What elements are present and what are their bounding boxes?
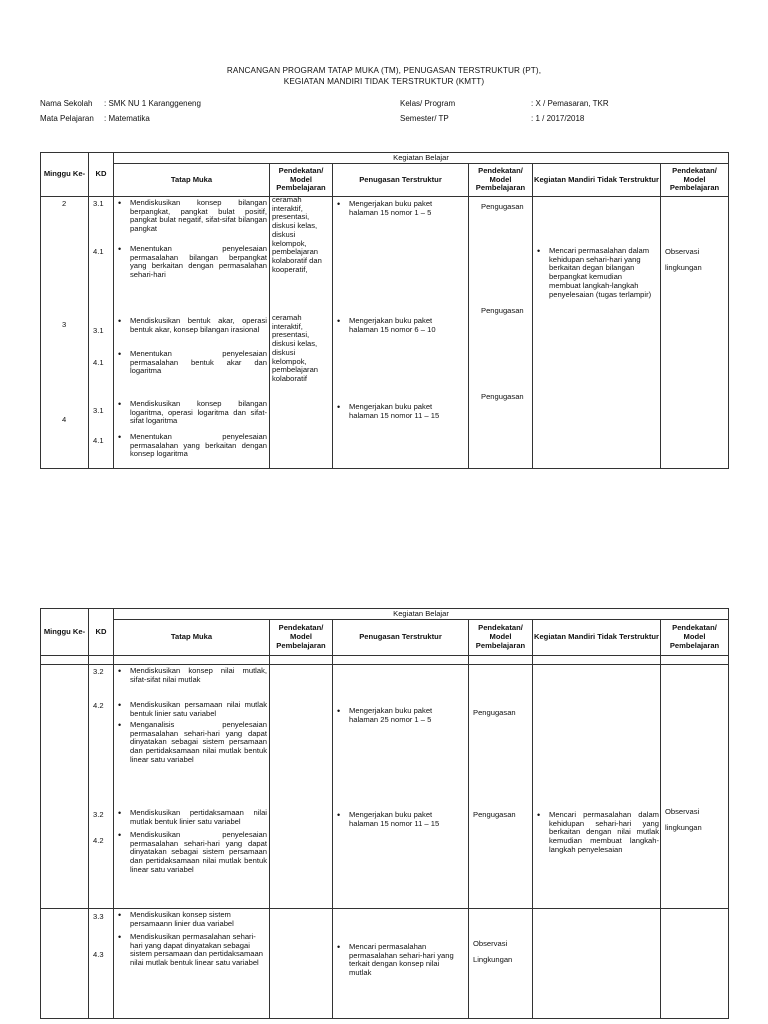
tm-activity: • Mendiskusikan bentuk akar, operasi bentuk akar, konsep bilangan irasional bbox=[116, 317, 267, 334]
header-pendekatan-pt: Pendekatan/ Model Pembelajaran bbox=[469, 164, 533, 197]
tm-activity: • Menganalisis penyelesaian permasalahan sehari-hari yang dapat dinyatakan sebagai sistem persamaan dan pertidaksamaan nilai mutlak bentuk linear satu variabel bbox=[116, 721, 267, 765]
semester-label: Semester/ TP bbox=[400, 114, 449, 123]
pendekatan-tm-cell bbox=[270, 909, 333, 1019]
tm-activity: • Menentukan penyelesaian permasalahan bilangan berpangkat yang berkaitan dengan permasalahan sehari-hari bbox=[116, 245, 267, 280]
kd-code: 4.1 bbox=[93, 436, 104, 445]
pt-task: • Mengerjakan buku paket halaman 15 nomor 1 – 5 bbox=[335, 200, 455, 217]
kmtt-task: • Mencari permasalahan dalam kehidupan sehari-hari yang berkaitan degan bilangan berpangkat kemudian membuat langkah-langkah penyelesaian (tugas terlampir) bbox=[535, 247, 655, 299]
spacer-cell bbox=[333, 656, 469, 665]
pendekatan-kmtt-cell bbox=[661, 909, 729, 1019]
penugasan-cell bbox=[333, 909, 469, 1019]
week-cell bbox=[41, 197, 89, 469]
header-kd: KD bbox=[89, 153, 114, 197]
tm-activity: • Mendiskusikan pertidaksamaan nilai mutlak bentuk linier satu variabel bbox=[116, 809, 267, 826]
kd-code: 3.1 bbox=[93, 199, 104, 208]
header-penugasan: Penugasan Terstruktur bbox=[333, 620, 469, 656]
penugasan-cell bbox=[333, 197, 469, 469]
tm-activity: • Menentukan penyelesaian permasalahan yang berkaitan dengan konsep logaritma bbox=[116, 433, 267, 459]
tm-activity: • Mendiskusikan permasalahan sehari-hari yang dapat dinyatakan sebagai sistem persamaan dan pertidaksamaan nilai mutlak bentuk linear satu variabel bbox=[116, 933, 267, 968]
spacer-cell bbox=[469, 656, 533, 665]
school-label: Nama Sekolah bbox=[40, 99, 93, 108]
tm-activity: • Mendiskusikan penyelesaian permasalahan sehari-hari yang dapat dinyatakan sebagai sistem persamaan dan pertidaksamaan nilai mutlak bentuk linear satu variabel bbox=[116, 831, 267, 875]
tm-activity: • Mendiskusikan konsep sistem persamaann linier dua variabel bbox=[116, 911, 267, 928]
plan-table-1 bbox=[40, 152, 729, 469]
pt-task: • Mengerjakan buku paket halaman 15 nomor 11 – 15 bbox=[335, 403, 455, 420]
pendekatan-kmtt-cell bbox=[661, 665, 729, 909]
pendekatan-tm-cell bbox=[270, 665, 333, 909]
mandiri-cell bbox=[533, 665, 661, 909]
tm-activity: • Menentukan penyelesaian permasalahan bentuk akar dan logaritma bbox=[116, 350, 267, 376]
kd-cell bbox=[89, 909, 114, 1019]
header-pendekatan-kmtt: Pendekatan/ Model Pembelajaran bbox=[661, 620, 729, 656]
spacer-cell bbox=[114, 656, 270, 665]
header-minggu: Minggu Ke- bbox=[41, 153, 89, 197]
penugasan-cell bbox=[333, 665, 469, 909]
class-value: : X / Pemasaran, TKR bbox=[531, 99, 609, 108]
kmtt-task: • Mencari permasalahan dalam kehidupan sehari-hari yang berkaitan dengan nilai mutlak kemudian membuat langkah-langkah penyelesaian bbox=[535, 811, 659, 855]
spacer-cell bbox=[661, 656, 729, 665]
header-kd: KD bbox=[89, 609, 114, 656]
kd-code: 4.3 bbox=[93, 950, 104, 959]
pendekatan-kmtt-text: Observasi bbox=[665, 807, 700, 816]
kd-code: 4.2 bbox=[93, 701, 104, 710]
header-kegiatan-belajar: Kegiatan Belajar bbox=[114, 609, 729, 620]
pt-task: • Mengerjakan buku paket halaman 15 nomor 11 – 15 bbox=[335, 811, 455, 828]
pendekatan-pt-text: Observasi bbox=[473, 939, 508, 948]
tm-activity: • Mendiskusikan konsep nilai mutlak, sifat-sifat nilai mutlak bbox=[116, 667, 267, 684]
semester-value: : 1 / 2017/2018 bbox=[531, 114, 585, 123]
tatap-muka-cell bbox=[114, 197, 270, 469]
pendekatan-kmtt-text: lingkungan bbox=[665, 263, 702, 272]
pt-task: • Mengerjakan buku paket halaman 15 nomor 6 – 10 bbox=[335, 317, 455, 334]
pendekatan-kmtt-text: lingkungan bbox=[665, 823, 702, 832]
document-title-line-1: RANCANGAN PROGRAM TATAP MUKA (TM), PENUGASAN TERSTRUKTUR (PT), bbox=[226, 66, 542, 75]
week-number: 4 bbox=[62, 415, 67, 424]
kd-code: 3.2 bbox=[93, 810, 104, 819]
pendekatan-kmtt-cell bbox=[661, 197, 729, 469]
week-number: 2 bbox=[62, 199, 67, 208]
tm-activity: • Mendiskusikan persamaan nilai mutlak bentuk linier satu variabel bbox=[116, 701, 267, 718]
school-value: : SMK NU 1 Karanggeneng bbox=[104, 99, 201, 108]
pendekatan-tm-text: ceramah interaktif, presentasi, diskusi kelas, diskusi kelompok, pembelajaran kolaboratif bbox=[272, 313, 319, 384]
header-mandiri: Kegiatan Mandiri Tidak Terstruktur bbox=[533, 164, 661, 197]
week-cell bbox=[41, 665, 89, 909]
header-pendekatan-tm: Pendekatan/ Model Pembelajaran bbox=[270, 620, 333, 656]
pendekatan-tm-text: ceramah interaktif, presentasi, diskusi kelas, diskusi kelompok, pembelajaran kolaboratif dan kooperatif, bbox=[272, 195, 322, 274]
tatap-muka-cell bbox=[114, 665, 270, 909]
subject-label: Mata Pelajaran bbox=[40, 114, 94, 123]
spacer-cell bbox=[270, 656, 333, 665]
plan-table-2 bbox=[40, 608, 729, 1019]
pendekatan-tm-cell bbox=[270, 197, 333, 469]
tm-activity: • Mendiskusikan konsep bilangan berpangkat, pangkat bulat positif, pangkat bulat negatif, sifat-sifat bilangan pangkat bbox=[116, 199, 267, 234]
header-tatap-muka: Tatap Muka bbox=[114, 620, 270, 656]
mandiri-cell bbox=[533, 909, 661, 1019]
spacer-cell bbox=[533, 656, 661, 665]
pt-task: • Mencari permasalahan permasalahan sehari-hari yang terkait dengan konsep nilai mutlak bbox=[335, 943, 463, 978]
week-number: 3 bbox=[62, 320, 67, 329]
pt-task: • Mengerjakan buku paket halaman 25 nomor 1 – 5 bbox=[335, 707, 455, 724]
kd-cell bbox=[89, 197, 114, 469]
tm-activity: • Mendiskusikan konsep bilangan logaritma, operasi logaritma dan sifat-sifat logaritma bbox=[116, 400, 267, 426]
pendekatan-pt-cell bbox=[469, 909, 533, 1019]
kd-cell bbox=[89, 665, 114, 909]
pendekatan-pt-text: Pengugasan bbox=[481, 306, 524, 315]
kd-code: 3.1 bbox=[93, 326, 104, 335]
kd-code: 3.2 bbox=[93, 667, 104, 676]
pendekatan-pt-cell bbox=[469, 197, 533, 469]
header-pendekatan-tm: Pendekatan/ Model Pembelajaran bbox=[270, 164, 333, 197]
kd-code: 4.1 bbox=[93, 247, 104, 256]
pendekatan-pt-text: Pengugasan bbox=[473, 810, 516, 819]
spacer-cell bbox=[89, 656, 114, 665]
pendekatan-pt-text: Pengugasan bbox=[481, 392, 524, 401]
kd-code: 3.1 bbox=[93, 406, 104, 415]
kd-code: 4.2 bbox=[93, 836, 104, 845]
pendekatan-pt-text: Pengugasan bbox=[473, 708, 516, 717]
subject-value: : Matematika bbox=[104, 114, 150, 123]
kd-code: 3.3 bbox=[93, 912, 104, 921]
class-label: Kelas/ Program bbox=[400, 99, 456, 108]
header-pendekatan-kmtt: Pendekatan/ Model Pembelajaran bbox=[661, 164, 729, 197]
header-mandiri: Kegiatan Mandiri Tidak Terstruktur bbox=[533, 620, 661, 656]
pendekatan-pt-text: Pengugasan bbox=[481, 202, 524, 211]
spacer-cell bbox=[41, 656, 89, 665]
header-penugasan: Penugasan Terstruktur bbox=[333, 164, 469, 197]
mandiri-cell bbox=[533, 197, 661, 469]
week-cell bbox=[41, 909, 89, 1019]
pendekatan-kmtt-text: Observasi bbox=[665, 247, 700, 256]
header-tatap-muka: Tatap Muka bbox=[114, 164, 270, 197]
tatap-muka-cell bbox=[114, 909, 270, 1019]
header-minggu: Minggu Ke- bbox=[41, 609, 89, 656]
header-pendekatan-pt: Pendekatan/ Model Pembelajaran bbox=[469, 620, 533, 656]
pendekatan-pt-cell bbox=[469, 665, 533, 909]
kd-code: 4.1 bbox=[93, 358, 104, 367]
document-title-line-2: KEGIATAN MANDIRI TIDAK TERSTRUKTUR (KMTT) bbox=[283, 77, 485, 86]
pendekatan-pt-text: Lingkungan bbox=[473, 955, 513, 964]
header-kegiatan-belajar: Kegiatan Belajar bbox=[114, 153, 729, 164]
